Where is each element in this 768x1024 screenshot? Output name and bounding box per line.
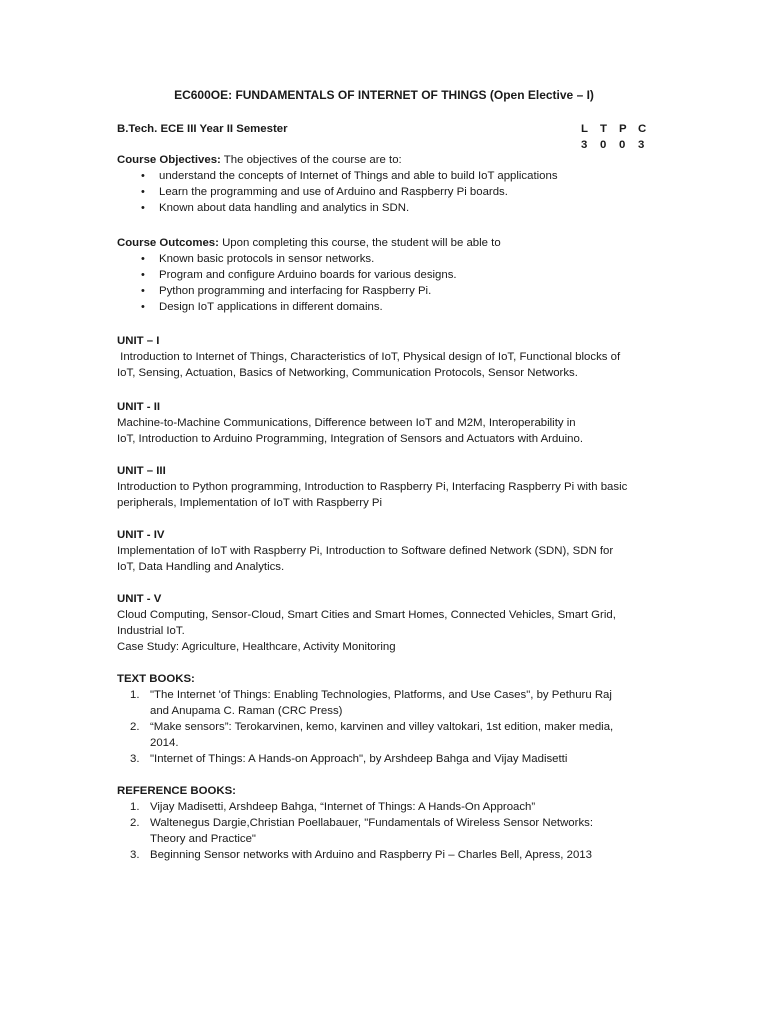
item-line: Beginning Sensor networks with Arduino and Raspberry Pi – Charles Bell, Apress, 2013 [150,849,592,861]
ltpc-letter: C [638,123,647,135]
unit-heading: UNIT – I [117,335,160,347]
objectives-intro: The objectives of the course are to: [220,154,402,166]
references-list [117,799,657,863]
semester-label: B.Tech. ECE III Year II Semester [117,123,288,135]
textbooks-heading: TEXT BOOKS: [117,673,195,685]
references-heading: REFERENCE BOOKS: [117,785,236,797]
textbooks-list [117,687,657,767]
item-line: Vijay Madisetti, Arshdeep Bahga, “Internet of Things: A Hands-On Approach” [150,801,536,813]
outcome-item: • Python programming and interfacing for Raspberry Pi. [117,283,657,299]
textbook-item [117,751,657,767]
item-number: 3. [130,753,140,765]
item-line: "Internet of Things: A Hands-on Approach", by Arshdeep Bahga and Vijay Madisetti [150,753,568,765]
reference-item [117,847,657,863]
unit-line: Cloud Computing, Sensor-Cloud, Smart Cities and Smart Homes, Connected Vehicles, Smart Grid, [117,609,616,621]
unit-line: IoT, Data Handling and Analytics. [117,561,285,573]
ltpc-letters-row [581,121,661,137]
ltpc-letter: L [581,123,588,135]
unit-line: Introduction to Internet of Things, Characteristics of IoT, Physical design of IoT, Functional blocks of [117,351,621,363]
unit-5-section [117,591,657,655]
outcomes-heading-line [117,235,657,251]
textbook-item [117,687,657,719]
item-number: 1. [130,689,140,701]
item-line: "The Internet 'of Things: Enabling Technologies, Platforms, and Use Cases", by Pethuru Raj [150,689,612,701]
unit-3-section [117,463,657,511]
unit-4-section [117,527,657,575]
unit-line: peripherals, Implementation of IoT with Raspberry Pi [117,497,383,509]
reference-item [117,815,657,847]
objective-item: • understand the concepts of Internet of Things and able to build IoT applications [117,168,657,184]
unit-heading: UNIT - V [117,593,162,605]
unit-heading: UNIT - II [117,401,161,413]
ltpc-letter: P [619,123,627,135]
outcomes-intro: Upon completing this course, the student will be able to [218,237,501,249]
reference-item [117,799,657,815]
item-line: Waltenegus Dargie,Christian Poellabauer, "Fundamentals of Wireless Sensor Networks: [150,817,593,829]
ltpc-value: 0 [619,139,626,151]
ltpc-letter: T [600,123,607,135]
outcomes-list [117,251,657,315]
objective-item: • Known about data handling and analytics in SDN. [117,200,657,216]
unit-heading: UNIT – III [117,465,166,477]
item-line: and Anupama C. Raman (CRC Press) [150,705,343,717]
outcome-item: • Design IoT applications in different domains. [117,299,657,315]
ltpc-table [581,121,661,153]
unit-heading: UNIT - IV [117,529,165,541]
outcome-item: • Program and configure Arduino boards for various designs. [117,267,657,283]
course-outcomes-section [117,235,657,315]
item-line: 2014. [150,737,179,749]
item-number: 1. [130,801,140,813]
unit-2-section [117,399,657,447]
item-line: Theory and Practice" [150,833,256,845]
unit-line: Industrial IoT. [117,625,185,637]
item-line: “Make sensors”: Terokarvinen, kemo, karvinen and villey valtokari, 1st edition, maker media, [150,721,614,733]
course-title: EC600OE: FUNDAMENTALS OF INTERNET OF THINGS (Open Elective – I) [174,88,594,102]
outcome-item: • Known basic protocols in sensor networks. [117,251,657,267]
item-number: 2. [130,721,140,733]
objectives-heading: Course Objectives: [117,154,221,166]
ltpc-value: 0 [600,139,607,151]
item-number: 2. [130,817,140,829]
ltpc-values-row [581,137,661,153]
unit-line: Implementation of IoT with Raspberry Pi, Introduction to Software defined Network (SDN), SDN for [117,545,614,557]
unit-line: IoT, Introduction to Arduino Programming, Integration of Sensors and Actuators with Arduino. [117,433,584,445]
unit-line: Case Study: Agriculture, Healthcare, Activity Monitoring [117,641,396,653]
textbooks-section [117,671,657,767]
unit-line: Machine-to-Machine Communications, Difference between IoT and M2M, Interoperability in [117,417,576,429]
unit-1-section [117,333,657,381]
course-objectives-section [117,152,657,216]
unit-line: Introduction to Python programming, Introduction to Raspberry Pi, Interfacing Raspberry Pi with basic [117,481,628,493]
objectives-list [117,168,657,216]
references-section [117,783,657,863]
ltpc-value: 3 [581,139,588,151]
unit-line: IoT, Sensing, Actuation, Basics of Networking, Communication Protocols, Sensor Networks. [117,367,578,379]
ltpc-value: 3 [638,139,645,151]
outcomes-heading: Course Outcomes: [117,237,219,249]
textbook-item [117,719,657,751]
objectives-heading-line [117,152,657,168]
item-number: 3. [130,849,140,861]
objective-item: • Learn the programming and use of Arduino and Raspberry Pi boards. [117,184,657,200]
